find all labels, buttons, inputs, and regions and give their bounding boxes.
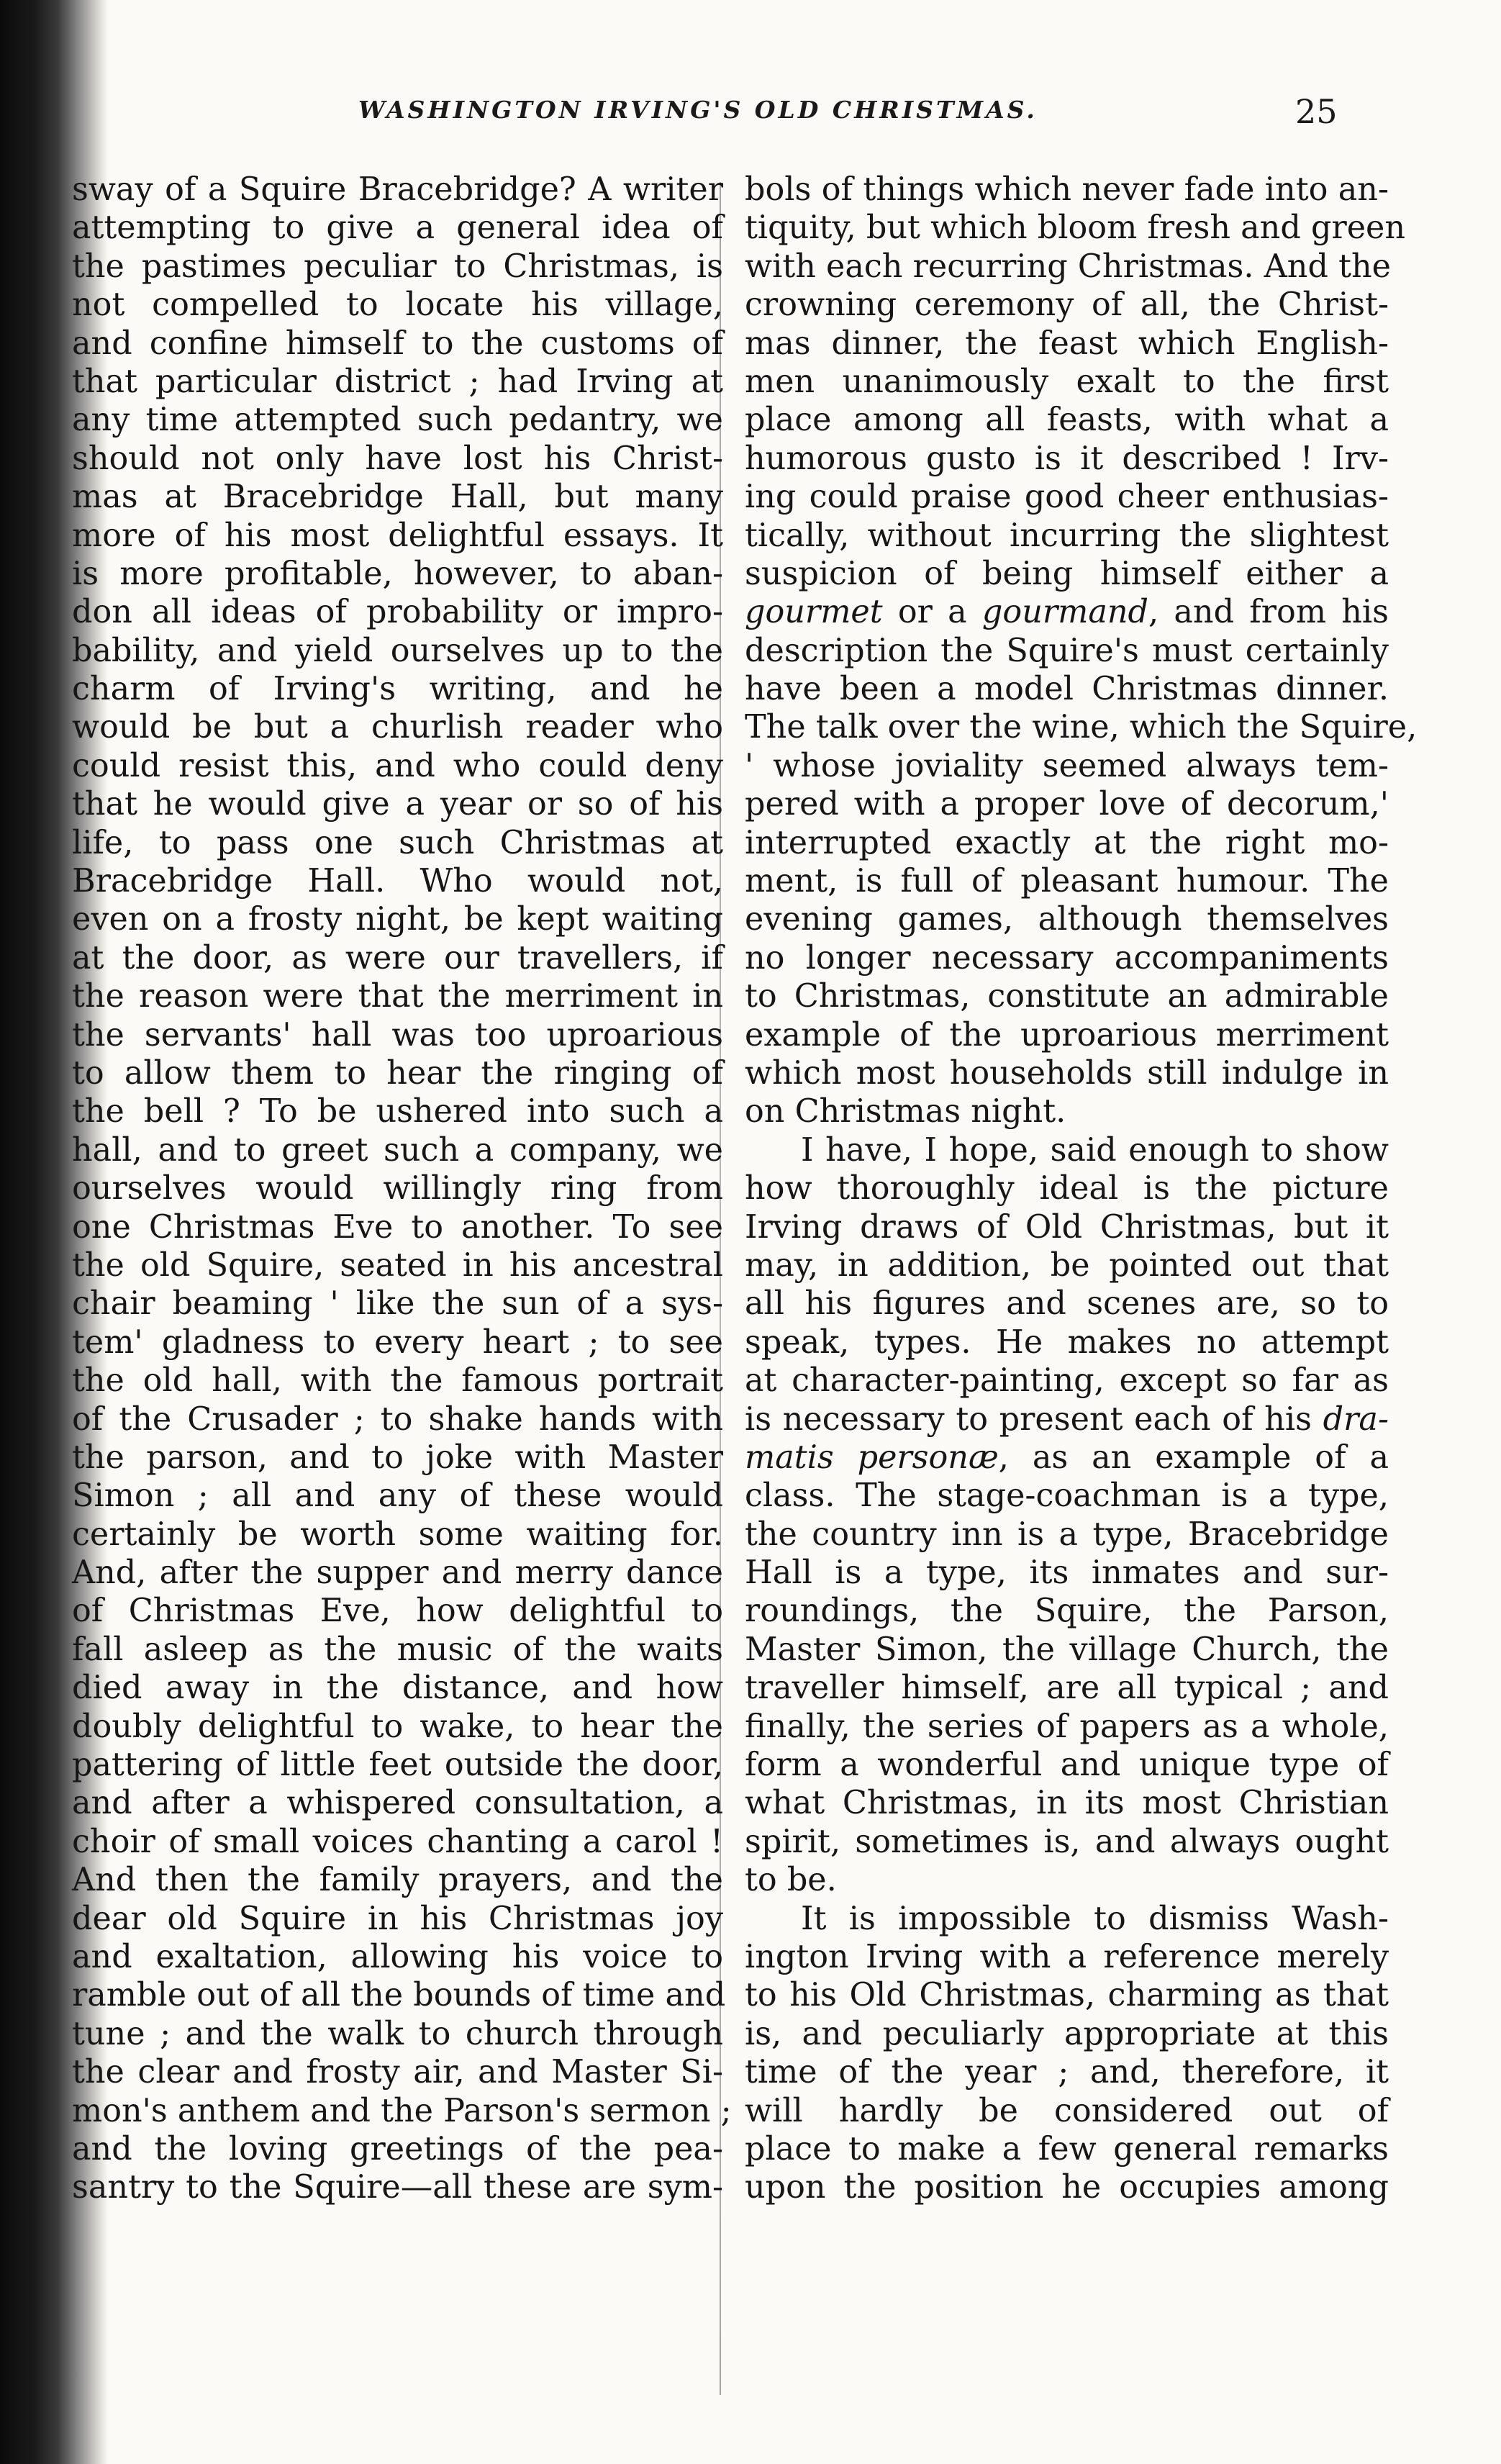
text-line: crowning ceremony of all, the Christ- xyxy=(745,286,1389,324)
text-line: at the door, as were our travellers, if xyxy=(72,939,723,977)
text-line: Simon ; all and any of these would xyxy=(72,1477,723,1515)
text-line: should not only have lost his Christ- xyxy=(72,440,723,477)
text-line: tiquity, but which bloom fresh and green xyxy=(745,209,1406,247)
text-line: pattering of little feet outside the door, xyxy=(72,1747,723,1784)
text-line: may, in addition, be pointed out that xyxy=(745,1246,1389,1284)
text-line: chair beaming ' like the sun of a sys- xyxy=(72,1285,723,1323)
text-line: bols of things which never fade into an- xyxy=(745,171,1389,208)
text-line: the servants' hall was too uproarious xyxy=(72,1016,723,1054)
text-line: what Christmas, in its most Christian xyxy=(745,1785,1389,1822)
text-line: don all ideas of probability or impro- xyxy=(72,594,723,631)
text-line: have been a model Christmas dinner. xyxy=(745,671,1389,708)
text-line: would be but a churlish reader who xyxy=(72,709,723,746)
text-line: will hardly be considered out of xyxy=(745,2092,1389,2129)
text-line: could resist this, and who could deny xyxy=(72,747,723,784)
text-line: that he would give a year or so of his xyxy=(72,786,723,823)
text-line: hall, and to greet such a company, we xyxy=(72,1131,723,1169)
text-line: life, to pass one such Christmas at xyxy=(72,824,723,861)
text-line: more of his most delightful essays. It xyxy=(72,517,723,554)
text-line: to his Old Christmas, charming as that xyxy=(745,1977,1389,2014)
text-line: the old hall, with the famous portrait xyxy=(72,1362,723,1400)
text-line: I have, I hope, said enough to show xyxy=(801,1131,1389,1169)
text-line: Irving draws of Old Christmas, but it xyxy=(745,1208,1389,1246)
text-line: the pastimes peculiar to Christmas, is xyxy=(72,248,723,285)
running-title: WASHINGTON IRVING'S OLD CHRISTMAS. xyxy=(358,96,1038,124)
text-line: doubly delightful to wake, to hear the xyxy=(72,1708,723,1745)
text-line: to be. xyxy=(745,1862,837,1899)
text-line: ' whose joviality seemed always tem- xyxy=(745,747,1389,784)
text-line: to Christmas, constitute an admirable xyxy=(745,978,1389,1015)
text-line: gourmet or a gourmand, and from his xyxy=(745,594,1389,631)
text-line: interrupted exactly at the right mo- xyxy=(745,824,1389,861)
text-line: all his figures and scenes are, so to xyxy=(745,1285,1389,1323)
text-line: even on a frosty night, be kept waiting xyxy=(72,901,723,938)
text-line: no longer necessary accompaniments xyxy=(745,939,1389,977)
text-line: tune ; and the walk to church through xyxy=(72,2015,723,2052)
text-line: finally, the series of papers as a whole, xyxy=(745,1708,1389,1745)
text-line: the old Squire, seated in his ancestral xyxy=(72,1246,723,1284)
text-line: roundings, the Squire, the Parson, xyxy=(745,1593,1389,1630)
text-line: is necessary to present each of his dra- xyxy=(745,1400,1389,1438)
text-line: form a wonderful and unique type of xyxy=(745,1747,1389,1784)
text-line: place among all feasts, with what a xyxy=(745,402,1389,439)
text-line: and the loving greetings of the pea- xyxy=(72,2130,723,2168)
text-line: fall asleep as the music of the waits xyxy=(72,1631,723,1668)
text-line: humorous gusto is it described ! Irv- xyxy=(745,440,1389,477)
text-line: and confine himself to the customs of xyxy=(72,325,723,362)
text-line: is, and peculiarly appropriate at this xyxy=(745,2015,1389,2052)
text-line: pered with a proper love of decorum,' xyxy=(745,786,1389,823)
text-line: speak, types. He makes no attempt xyxy=(745,1323,1389,1361)
text-line: ment, is full of pleasant humour. The xyxy=(745,863,1389,900)
text-line: the clear and frosty air, and Master Si- xyxy=(72,2054,723,2091)
text-line: tically, without incurring the slightest xyxy=(745,517,1389,554)
text-line: at character-painting, except so far as xyxy=(745,1362,1389,1400)
text-line: choir of small voices chanting a carol ! xyxy=(72,1823,723,1860)
text-line: and after a whispered consultation, a xyxy=(72,1785,723,1822)
text-line: the country inn is a type, Bracebridge xyxy=(745,1516,1389,1553)
text-line: evening games, although themselves xyxy=(745,901,1389,938)
text-line: ourselves would willingly ring from xyxy=(72,1170,723,1208)
text-line: to allow them to hear the ringing of xyxy=(72,1054,723,1092)
text-line: the parson, and to joke with Master xyxy=(72,1439,723,1476)
text-line: bability, and yield ourselves up to the xyxy=(72,632,723,669)
text-line: class. The stage-coachman is a type, xyxy=(745,1477,1389,1515)
text-line: suspicion of being himself either a xyxy=(745,555,1389,592)
text-line: any time attempted such pedantry, we xyxy=(72,402,723,439)
text-line: time of the year ; and, therefore, it xyxy=(745,2054,1389,2091)
text-line: certainly be worth some waiting for. xyxy=(72,1516,723,1553)
text-line: santry to the Squire—all these are sym- xyxy=(72,2169,723,2206)
text-line: dear old Squire in his Christmas joy xyxy=(72,1900,723,1937)
text-line: men unanimously exalt to the first xyxy=(745,363,1389,400)
text-line: not compelled to locate his village, xyxy=(72,286,723,324)
text-line: ington Irving with a reference merely xyxy=(745,1938,1389,1975)
text-line: died away in the distance, and how xyxy=(72,1670,723,1707)
text-line: Bracebridge Hall. Who would not, xyxy=(72,863,723,900)
text-line: mon's anthem and the Parson's sermon ; xyxy=(72,2092,732,2129)
text-line: ramble out of all the bounds of time and xyxy=(72,1977,726,2014)
text-line: ing could praise good cheer enthusias- xyxy=(745,479,1389,516)
text-line: charm of Irving's writing, and he xyxy=(72,671,723,708)
text-line: It is impossible to dismiss Wash- xyxy=(801,1900,1389,1937)
text-line: the bell ? To be ushered into such a xyxy=(72,1093,723,1131)
text-line: And, after the supper and merry dance xyxy=(72,1554,723,1592)
text-line: one Christmas Eve to another. To see xyxy=(72,1208,723,1246)
right-column xyxy=(745,171,1418,2207)
text-line: traveller himself, are all typical ; and xyxy=(745,1670,1389,1707)
text-line: description the Squire's must certainly xyxy=(745,632,1389,669)
text-line: tem' gladness to every heart ; to see xyxy=(72,1323,723,1361)
text-line: Hall is a type, its inmates and sur- xyxy=(745,1554,1389,1592)
text-line: example of the uproarious merriment xyxy=(745,1016,1389,1054)
text-line: upon the position he occupies among xyxy=(745,2169,1389,2206)
left-column xyxy=(72,171,732,2207)
text-line: and exaltation, allowing his voice to xyxy=(72,1938,723,1975)
text-line: is more profitable, however, to aban- xyxy=(72,555,723,592)
text-line: that particular district ; had Irving at xyxy=(72,363,723,400)
text-line: spirit, sometimes is, and always ought xyxy=(745,1823,1389,1860)
text-line: And then the family prayers, and the xyxy=(72,1862,723,1899)
text-line: sway of a Squire Bracebridge? A writer xyxy=(72,171,723,208)
text-line: Master Simon, the village Church, the xyxy=(745,1631,1389,1668)
text-line: the reason were that the merriment in xyxy=(72,978,723,1015)
text-line: of the Crusader ; to shake hands with xyxy=(72,1400,723,1438)
page-number: 25 xyxy=(1295,92,1338,131)
text-line: The talk over the wine, which the Squire, xyxy=(745,709,1418,746)
text-line: mas dinner, the feast which English- xyxy=(745,325,1389,362)
text-line: of Christmas Eve, how delightful to xyxy=(72,1593,723,1630)
text-line: on Christmas night. xyxy=(745,1093,1066,1131)
text-line: matis personæ, as an example of a xyxy=(745,1439,1389,1476)
text-line: place to make a few general remarks xyxy=(745,2130,1389,2168)
text-line: attempting to give a general idea of xyxy=(72,209,723,247)
text-line: mas at Bracebridge Hall, but many xyxy=(72,479,723,516)
text-line: with each recurring Christmas. And the xyxy=(745,248,1391,285)
text-line: which most households still indulge in xyxy=(745,1054,1389,1092)
text-line: how thoroughly ideal is the picture xyxy=(745,1170,1389,1208)
